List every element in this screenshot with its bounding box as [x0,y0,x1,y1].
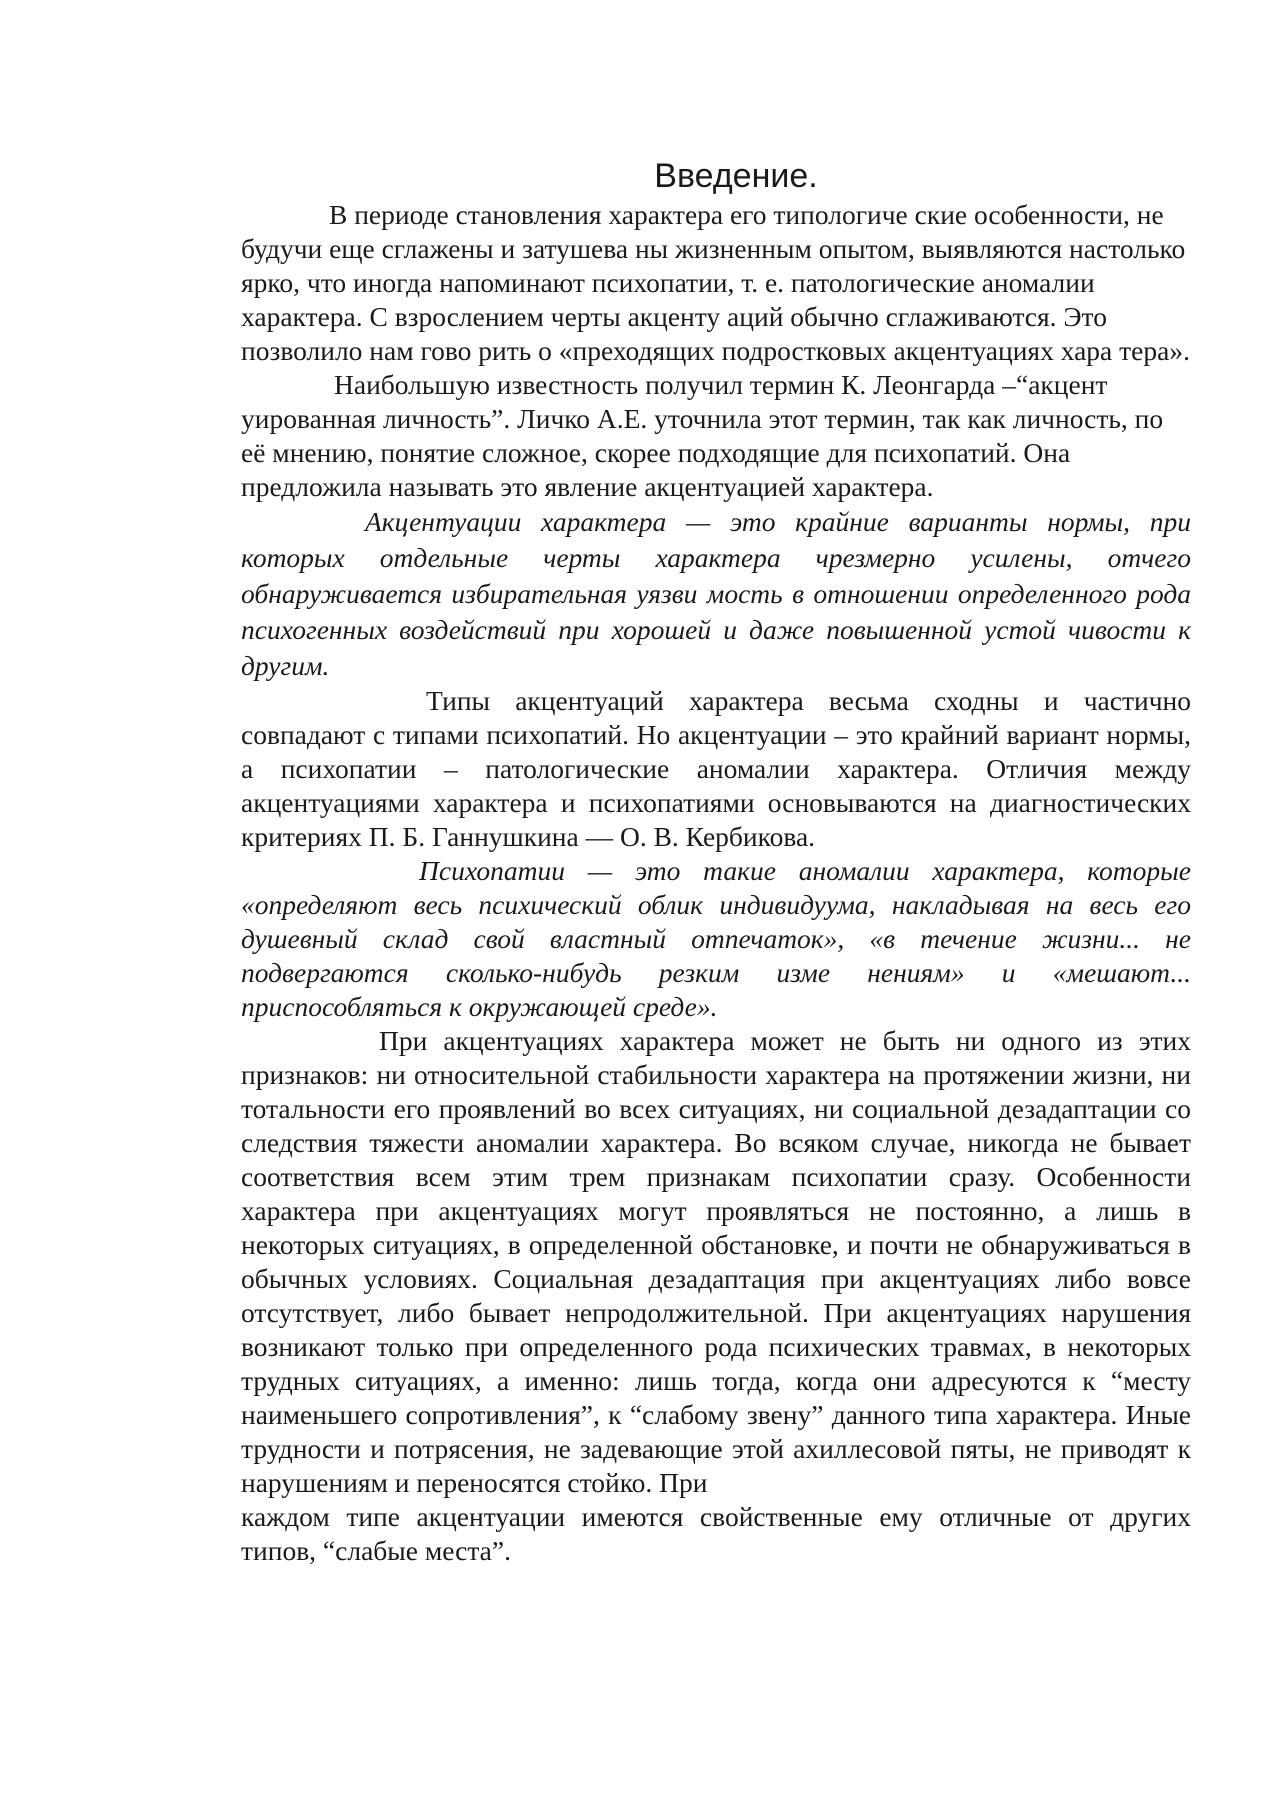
paragraph-intro: В периоде становления характера его типологиче ские особенности, не будучи еще сглажены и затушева ны жизненным опытом, выявляются настолько ярко, что иногда напоминают психопатии, т. е. патологические аномалии характера. С взрослением черты акценту аций обычно сглаживаются. Это позволило нам гово рить о «преходящих подростковых акцентуациях хара тера». [241,199,1190,366]
page-title: Введение. [654,157,818,195]
paragraph-definition-psychopathy: Психопатии — это такие аномалии характера, которые «определяют весь психический облик индивидуума, накладывая на весь его душевный склад свой властный отпечаток», «в течение жизни... не подвергаются сколько-нибудь резким изме нениям» и «мешают... приспособляться к окружающей среде». [241,855,1191,1022]
paragraph-leonhard: Наибольшую известность получил термин К. Леонгарда –“акцент уированная личность”. Личко А.Е. уточнила этот термин, так как личность, по её мнению, понятие сложное, скорее подходящие для психопатий. Она предложила называть это явление акцентуацией характера. [241,369,1164,502]
paragraph-weak-spots: каждом типе акцентуации имеются свойственные ему отличные от других типов, “слабые места”. [241,1501,1191,1566]
document-body [241,198,1191,1568]
paragraph-definition-accentuation: Акцентуации характера — это крайние варианты нормы, при которых отдельные черты характера чрезмерно усилены, отчего обнаруживается избирательная уязви мость в отношении определенного рода психогенных воздействий при хорошей и даже повышенной устой чивости к другим. [241,506,1191,681]
paragraph-types: Типы акцентуаций характера весьма сходны и частично совпадают с типами психопатий. Но акцентуации – это крайний вариант нормы, а психопатии – патологические аномалии характера. Отличия между акцентуациями характера и психопатиями основываются на диагностических критериях П. Б. Ганнушкина — О. В. Кербикова. [241,685,1191,852]
paragraph-differences: При акцентуациях характера может не быть ни одного из этих признаков: ни относительной стабильности характера на протяжении жизни, ни тотальности его проявлений во всех ситуациях, ни социальной дезадаптации со следствия тяжести аномалии характера. Во всяком случае, никогда не бывает соответствия всем этим трем признакам психопатии сразу. Особенности характера при акцентуациях могут проявляться не постоянно, а лишь в некоторых ситуациях, в определенной обстановке, и почти не обнаруживаться в обычных условиях. Социальная дезадаптация при акцентуациях либо вовсе отсутствует, либо бывает непродолжительной. При акцентуациях нарушения возникают только при определенного рода психических травмах, в некоторых трудных ситуациях, а именно: лишь тогда, когда они адресуются к “месту наименьшего сопротивления”, к “слабому звену” данного типа характера. Иные трудности и потрясения, не задевающие этой ахиллесовой пяты, не приводят к нарушениям и переносятся стойко. При [241,1025,1191,1498]
